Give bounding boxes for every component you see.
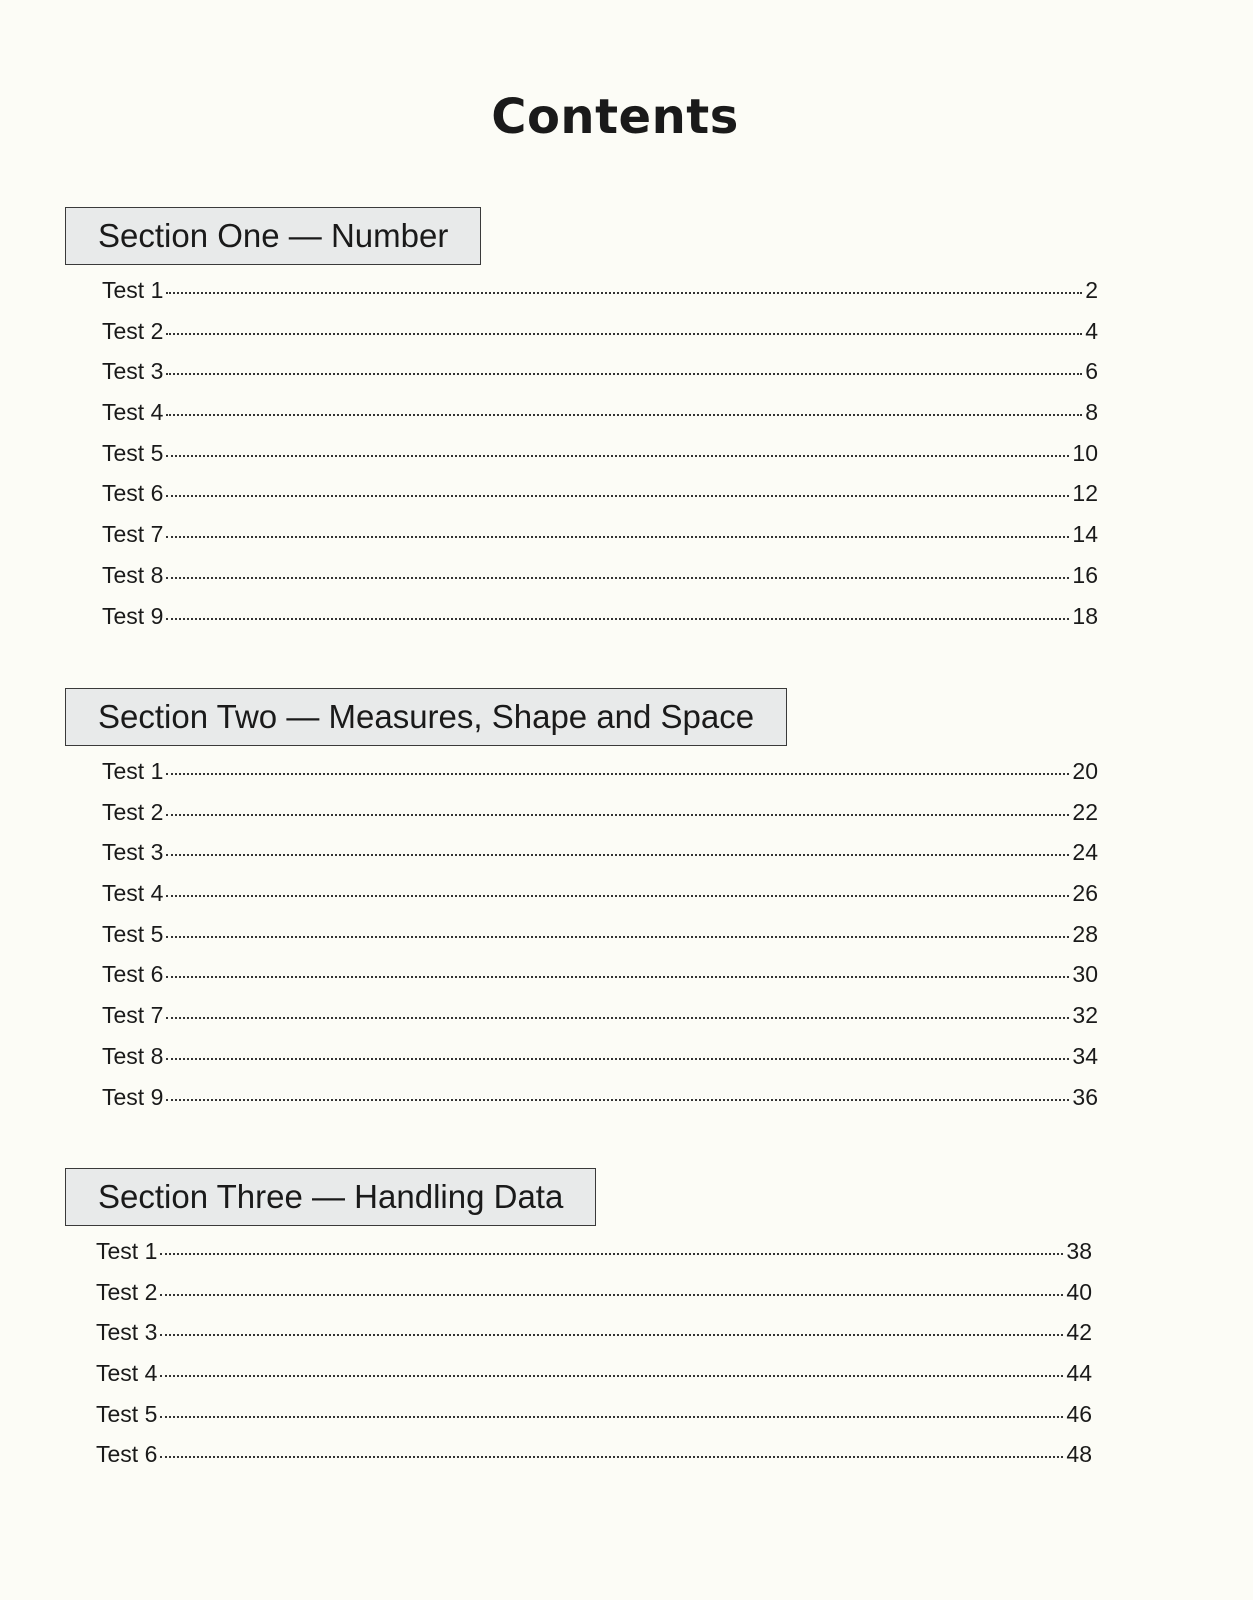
toc-entry[interactable] <box>102 961 1098 1002</box>
toc-entry[interactable] <box>102 1043 1098 1084</box>
toc-entry-page: 14 <box>1072 521 1098 548</box>
toc-entry[interactable] <box>96 1238 1092 1279</box>
toc-entry-page: 44 <box>1066 1360 1092 1387</box>
toc-list <box>96 1238 1092 1482</box>
section-heading: Section Two — Measures, Shape and Space <box>98 698 755 735</box>
dot-leader <box>166 814 1069 816</box>
toc-entry-label: Test 2 <box>102 798 164 825</box>
toc-entry-page: 10 <box>1072 439 1098 466</box>
toc-entry[interactable] <box>102 440 1098 481</box>
dot-leader <box>166 455 1069 457</box>
toc-entry-label: Test 3 <box>102 839 164 866</box>
dot-leader <box>166 333 1082 335</box>
toc-entry[interactable] <box>102 1084 1098 1125</box>
toc-entry-page: 18 <box>1072 602 1098 629</box>
toc-entry-label: Test 7 <box>102 521 164 548</box>
toc-entry[interactable] <box>102 358 1098 399</box>
dot-leader <box>166 414 1082 416</box>
section-heading-box <box>65 1168 596 1226</box>
toc-entry-label: Test 8 <box>102 1042 164 1069</box>
toc-entry-label: Test 8 <box>102 561 164 588</box>
toc-entry-label: Test 6 <box>102 480 164 507</box>
toc-entry[interactable] <box>102 880 1098 921</box>
toc-entry-label: Test 7 <box>102 1002 164 1029</box>
toc-entry[interactable] <box>102 1002 1098 1043</box>
dot-leader <box>166 895 1069 897</box>
toc-entry[interactable] <box>102 277 1098 318</box>
toc-entry-page: 6 <box>1085 358 1098 385</box>
toc-entry-page: 46 <box>1066 1400 1092 1427</box>
toc-entry-label: Test 5 <box>96 1400 158 1427</box>
toc-entry-page: 42 <box>1066 1319 1092 1346</box>
toc-entry-page: 22 <box>1072 798 1098 825</box>
toc-entry[interactable] <box>102 921 1098 962</box>
toc-entry-page: 30 <box>1072 961 1098 988</box>
dot-leader <box>166 292 1082 294</box>
toc-entry[interactable] <box>102 399 1098 440</box>
toc-entry-label: Test 9 <box>102 1083 164 1110</box>
toc-entry-label: Test 2 <box>102 317 164 344</box>
toc-entry-label: Test 1 <box>96 1238 158 1264</box>
section-heading-box <box>65 207 481 265</box>
toc-entry[interactable] <box>102 603 1098 644</box>
toc-entry-label: Test 4 <box>102 399 164 426</box>
dot-leader <box>160 1456 1063 1458</box>
toc-entry-label: Test 3 <box>102 358 164 385</box>
toc-entry-page: 4 <box>1085 317 1098 344</box>
dot-leader <box>166 773 1069 775</box>
toc-entry-page: 40 <box>1066 1278 1092 1305</box>
toc-entry-page: 34 <box>1072 1042 1098 1069</box>
dot-leader <box>166 1099 1069 1101</box>
toc-entry-label: Test 5 <box>102 920 164 947</box>
toc-entry-label: Test 6 <box>96 1441 158 1468</box>
toc-entry-page: 12 <box>1072 480 1098 507</box>
toc-entry-page: 48 <box>1066 1441 1092 1468</box>
dot-leader <box>166 373 1082 375</box>
toc-entry-label: Test 9 <box>102 602 164 629</box>
toc-entry[interactable] <box>96 1360 1092 1401</box>
dot-leader <box>166 618 1069 620</box>
dot-leader <box>160 1294 1063 1296</box>
toc-entry-page: 26 <box>1072 880 1098 907</box>
toc-entry-label: Test 1 <box>102 758 164 784</box>
toc-entry-label: Test 1 <box>102 277 164 303</box>
toc-entry-page: 38 <box>1066 1238 1092 1264</box>
dot-leader <box>166 936 1069 938</box>
dot-leader <box>160 1253 1063 1255</box>
toc-entry-label: Test 6 <box>102 961 164 988</box>
toc-entry[interactable] <box>96 1441 1092 1482</box>
dot-leader <box>160 1416 1063 1418</box>
toc-entry[interactable] <box>102 318 1098 359</box>
dot-leader <box>166 976 1069 978</box>
toc-entry-page: 8 <box>1085 399 1098 426</box>
toc-entry[interactable] <box>102 521 1098 562</box>
page-title: Contents <box>491 89 739 145</box>
toc-entry-page: 2 <box>1085 277 1098 303</box>
toc-list <box>102 758 1098 1124</box>
toc-entry[interactable] <box>102 562 1098 603</box>
dot-leader <box>166 577 1069 579</box>
toc-entry[interactable] <box>102 480 1098 521</box>
toc-entry[interactable] <box>102 799 1098 840</box>
dot-leader <box>160 1334 1063 1336</box>
dot-leader <box>166 536 1069 538</box>
dot-leader <box>166 1058 1069 1060</box>
dot-leader <box>160 1375 1063 1377</box>
toc-entry-page: 36 <box>1072 1083 1098 1110</box>
section-heading-box <box>65 688 787 746</box>
dot-leader <box>166 854 1069 856</box>
toc-entry[interactable] <box>102 758 1098 799</box>
dot-leader <box>166 495 1069 497</box>
toc-entry-label: Test 3 <box>96 1319 158 1346</box>
dot-leader <box>166 1017 1069 1019</box>
toc-entry-label: Test 4 <box>96 1360 158 1387</box>
toc-entry-page: 32 <box>1072 1002 1098 1029</box>
toc-entry-page: 28 <box>1072 920 1098 947</box>
toc-entry[interactable] <box>96 1319 1092 1360</box>
toc-list <box>102 277 1098 643</box>
toc-entry[interactable] <box>102 839 1098 880</box>
toc-entry-page: 20 <box>1072 758 1098 784</box>
toc-entry-label: Test 5 <box>102 439 164 466</box>
toc-entry-page: 24 <box>1072 839 1098 866</box>
section-heading: Section One — Number <box>98 217 449 254</box>
section-heading: Section Three — Handling Data <box>98 1178 564 1215</box>
toc-entry-label: Test 4 <box>102 880 164 907</box>
toc-entry-page: 16 <box>1072 561 1098 588</box>
toc-entry[interactable] <box>96 1279 1092 1320</box>
toc-entry-label: Test 2 <box>96 1278 158 1305</box>
toc-entry[interactable] <box>96 1401 1092 1442</box>
